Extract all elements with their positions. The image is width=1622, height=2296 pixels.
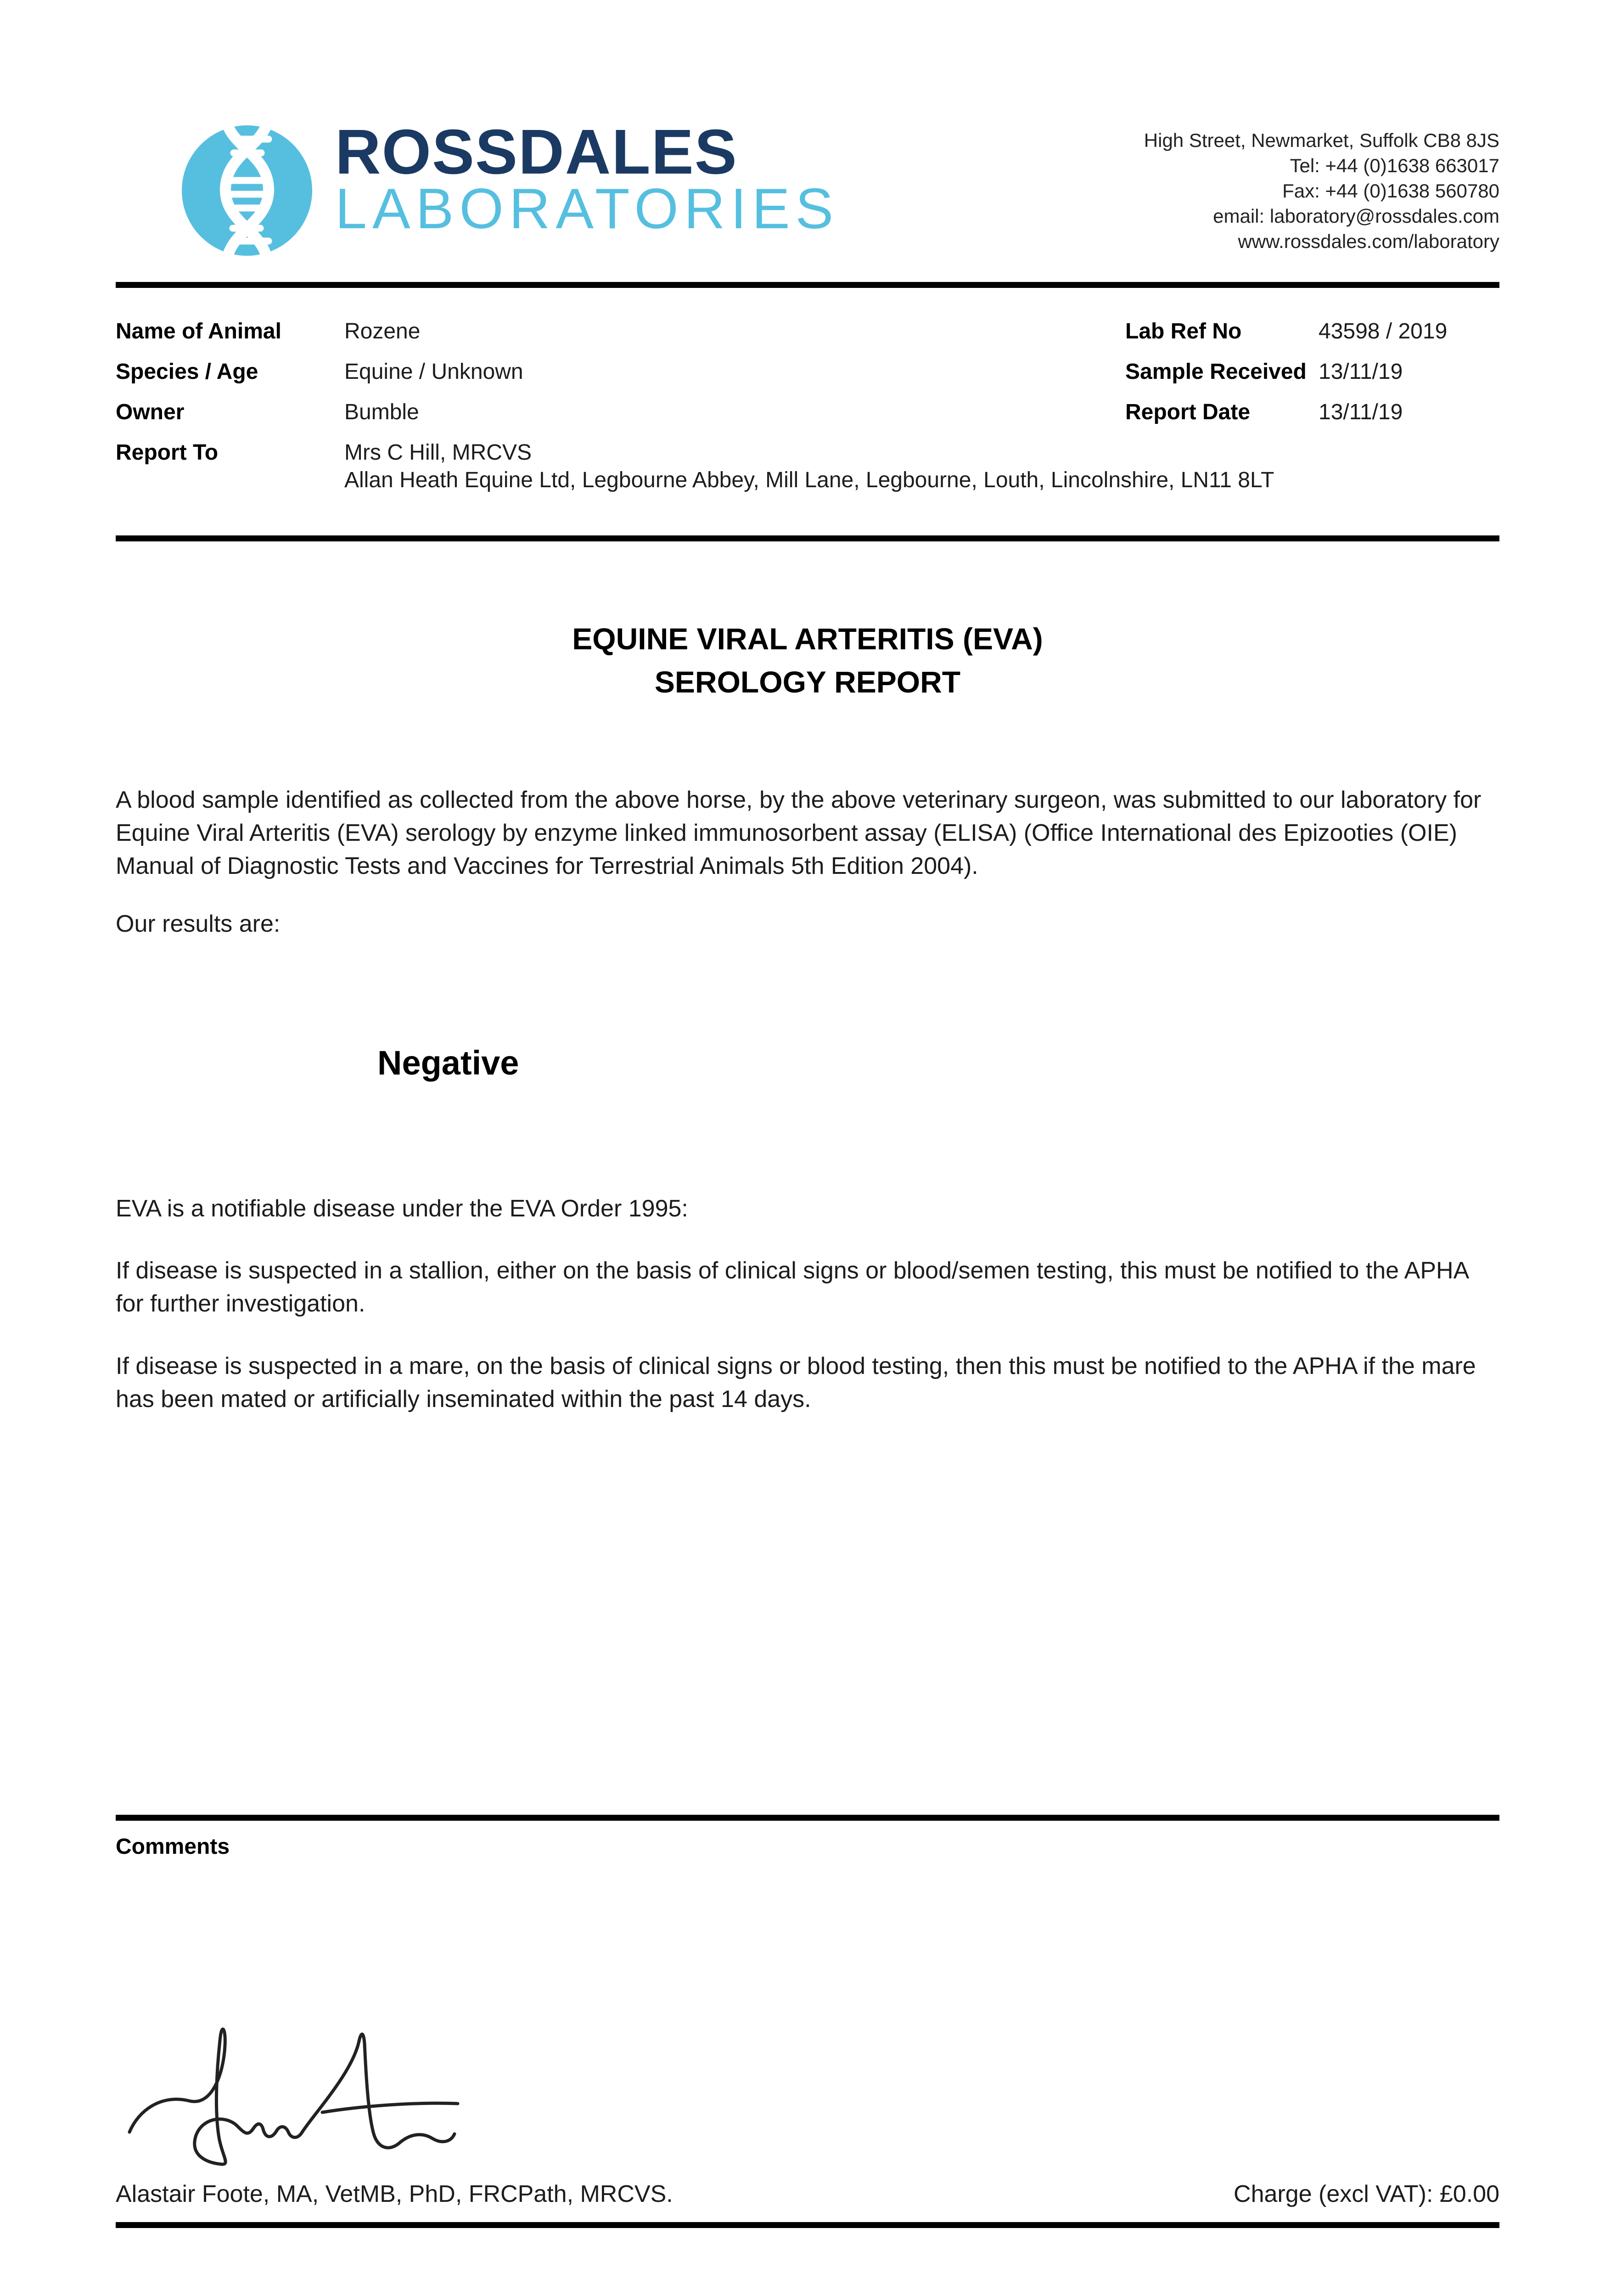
detail-row-name [116,318,1499,358]
species-age-value: Equine / Unknown [344,360,523,384]
detail-row-owner [116,399,1499,439]
comments-heading: Comments [116,1835,230,1859]
comments-divider [116,1815,1499,1821]
contact-block [1144,128,1499,254]
report-to-line1: Mrs C Hill, MRCVS [344,440,532,465]
contact-email: email: laboratory@rossdales.com [1213,205,1499,227]
contact-tel: Tel: +44 (0)1638 663017 [1290,155,1499,176]
detail-row-species [116,358,1499,399]
report-to-value [344,439,1499,494]
owner-label: Owner [116,400,185,424]
sample-received-value: 13/11/19 [1319,360,1403,384]
name-of-animal-label: Name of Animal [116,319,281,343]
dna-helix-icon [176,112,318,270]
results-intro: Our results are: [116,911,281,937]
lab-ref-no-label: Lab Ref No [1125,319,1242,343]
contact-fax: Fax: +44 (0)1638 560780 [1282,180,1499,202]
intro-paragraph: A blood sample identified as collected from the above horse, by the above veterinary surgeon, was submitted to our laboratory for Equine Viral Arteritis (EVA) serology by enzyme linked immunosorbent assay (ELISA) (Office International des Epizooties (OIE) Manual of Diagnostic Tests and Vaccines for Terrestrial Animals 5th Edition 2004). [116,787,1482,879]
name-of-animal-value: Rozene [344,319,421,343]
contact-website: www.rossdales.com/laboratory [1238,231,1499,252]
charge-value: Charge (excl VAT): £0.00 [1234,2181,1499,2207]
sample-received-label: Sample Received [1125,360,1307,384]
mare-paragraph: If disease is suspected in a mare, on the basis of clinical signs or blood testing, then this must be notified to the APHA if the mare has been mated or artificially inseminated within the past 14 days. [116,1353,1476,1412]
logo-wordmark [335,117,839,241]
details-divider [116,535,1499,541]
report-date-label: Report Date [1125,400,1251,424]
logo-rossdales: ROSSDALES [335,117,738,187]
report-date-value: 13/11/19 [1319,400,1403,424]
notifiable-paragraph: EVA is a notifiable disease under the EVA Order 1995: [116,1195,688,1222]
bottom-divider [116,2222,1499,2228]
report-to-label: Report To [116,440,219,465]
signature-image [120,2018,488,2172]
result-value: Negative [377,1044,519,1082]
details-block [116,318,1499,492]
report-title-line2: SEROLOGY REPORT [654,665,961,699]
species-age-label: Species / Age [116,360,258,384]
report-to-line2: Allan Heath Equine Ltd, Legbourne Abbey, Mill Lane, Legbourne, Louth, Lincolnshire, LN11 8LT [344,468,1274,492]
owner-value: Bumble [344,400,419,424]
report-title [116,617,1499,703]
contact-address: High Street, Newmarket, Suffolk CB8 8JS [1144,129,1499,151]
signatory-name: Alastair Foote, MA, VetMB, PhD, FRCPath, MRCVS. [116,2181,673,2207]
header-divider [116,282,1499,288]
stallion-paragraph: If disease is suspected in a stallion, either on the basis of clinical signs or blood/semen testing, this must be notified to the APHA for further investigation. [116,1257,1468,1317]
report-title-line1: EQUINE VIRAL ARTERITIS (EVA) [572,622,1043,656]
lab-ref-no-value: 43598 / 2019 [1319,319,1448,343]
logo-laboratories: LABORATORIES [335,177,839,241]
